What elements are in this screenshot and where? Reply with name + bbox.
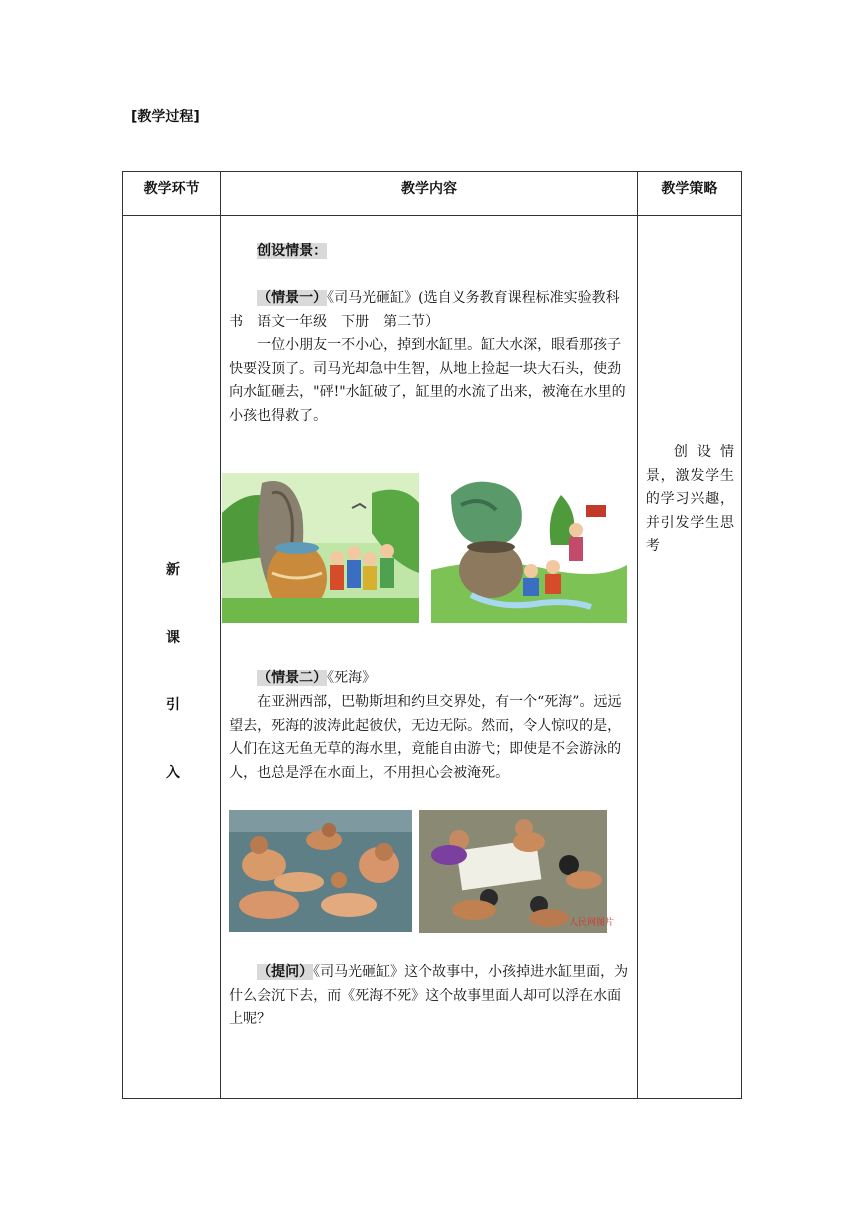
stage-char: 课	[166, 630, 180, 646]
illustration-sima-guang-1	[222, 473, 419, 623]
header-strategy: 教学策略	[637, 172, 741, 216]
stage-char: 入	[166, 765, 180, 781]
photo-dead-sea-2	[419, 810, 615, 933]
scene1-text: 一位小朋友一不小心，掉到水缸里。缸大水深，眼看那孩子快要没顶了。司马光却急中生智，从地上捡起一块大石头，使劲向水缸砸去，"砰!"水缸破了，缸里的水流了出来，被淹在水里的小孩也得救了。	[229, 337, 626, 424]
content-heading: 创设情景：	[257, 243, 328, 259]
question-label: （提问）	[257, 964, 314, 980]
question: （提问）《司马光砸缸》这个故事中，小孩掉进水缸里面，为什么会沉下去，而《死海不死》这个故事里面人却可以浮在水面上呢？	[229, 964, 629, 1027]
strategy-cell	[637, 216, 741, 1099]
lesson-table	[122, 171, 742, 1099]
scene2-label: （情景二）	[257, 670, 328, 686]
illustration-sima-guang-2	[431, 475, 627, 623]
stage-char: 引	[166, 697, 180, 713]
photo-watermark: 人民网图片	[569, 918, 615, 928]
scene1-label: （情景一）	[257, 290, 328, 306]
stage-char: 新	[166, 562, 180, 578]
stage-cell	[123, 216, 221, 1099]
header-content: 教学内容	[221, 172, 638, 216]
scene1-title: （情景一）《司马光砸缸》(选自义务教育课程标准实验教科书 语文一年级 下册 第二节）	[229, 290, 620, 330]
scene2-text: 在亚洲西部，巴勒斯坦和约旦交界处，有一个“死海”。远远望去，死海的波涛此起彼伏，无边无际。然而，令人惊叹的是，人们在这无鱼无草的海水里，竟能自由游弋；即使是不会游泳的人，也总是浮在水面上，不用担心会被淹死。	[229, 694, 622, 781]
photo-dead-sea-1	[229, 810, 412, 932]
content-cell	[221, 216, 638, 1099]
header-stage: 教学环节	[123, 172, 221, 216]
strategy-text: 创设情景，激发学生的学习兴趣，并引发学生思考	[645, 444, 734, 554]
section-title: [教学过程]	[131, 109, 200, 125]
scene2-title: （情景二）《死海》	[257, 670, 377, 686]
